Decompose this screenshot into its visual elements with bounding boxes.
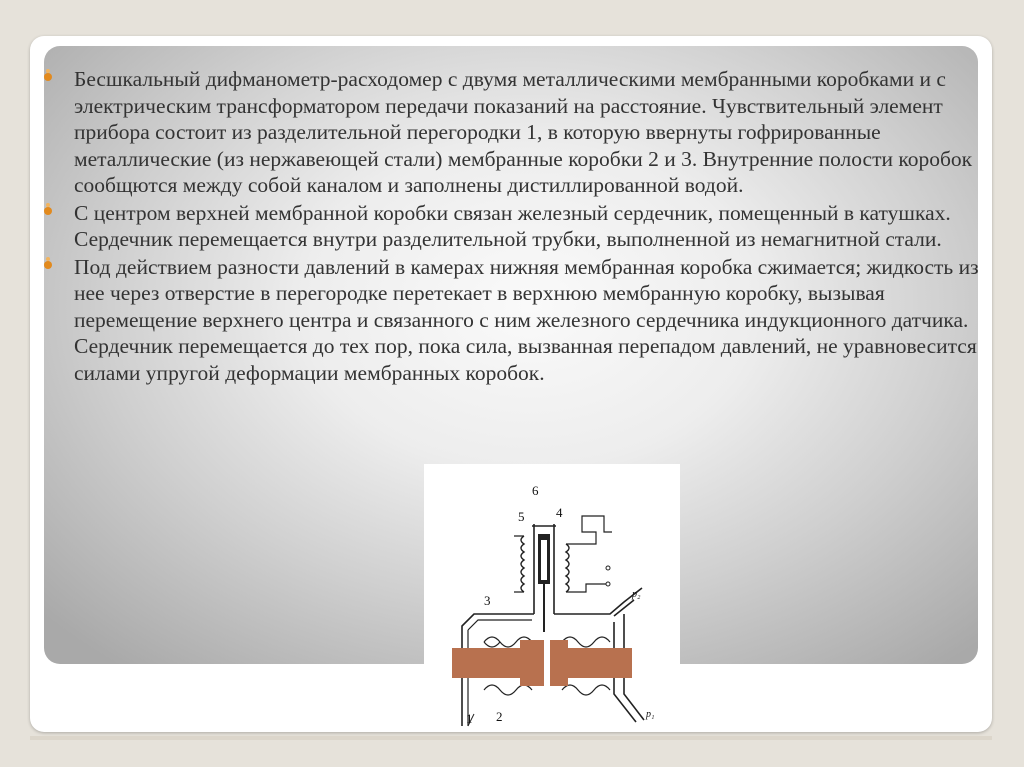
slide-text [74,66,984,387]
paragraph-text: Под действием разности давлений в камерах нижняя мембранная коробка сжимается; жидкость из нее через отверстие в перегородке перетекает в верхнюю мембранную коробку, вызывая перемещение верхнего центра и связанного с ним железного сердечника индукционного датчика. Сердечник перемещается до тех пор, пока сила, вызванная перепадом давлений, не уравновесится силами упругой деформации мембранных коробок. [74,254,979,385]
frame-shadow-line [30,736,992,740]
paragraph-text: Бесшкальный дифманометр-расходомер с двумя металлическими мембранными коробками и с электрическим трансформатором передачи показаний на расстояние. Чувствительный элемент прибора состоит из разделительной перегородки 1, в которую ввернуты гофрированные металлические (из нержавеющей стали) мембранные коробки 2 и 3. Внутренние полости коробок сообщются между собой каналом и заполнены дистиллированной водой. [74,67,973,197]
label-4: 4 [556,505,563,520]
label-1: 1 [466,711,473,726]
paragraph [74,254,984,387]
label-p1: p₁ [646,709,655,720]
paragraph [74,200,984,253]
paragraph-text: С центром верхней мембранной коробки связан железный сердечник, помещенный в катушках. Сердечник перемещается внутри разделительной трубки, выполненной из немагнитной стали. [74,200,951,251]
paragraph [74,66,984,199]
flowmeter-diagram [424,464,680,730]
label-3: 3 [484,593,491,608]
bullet-icon [44,261,52,269]
label-5: 5 [518,509,525,524]
bullet-icon [44,73,52,81]
flowmeter-drawing [424,464,680,730]
label-2: 2 [496,709,503,724]
label-6: 6 [532,483,539,498]
bullet-icon [44,207,52,215]
label-p2: p₂ [632,589,641,600]
